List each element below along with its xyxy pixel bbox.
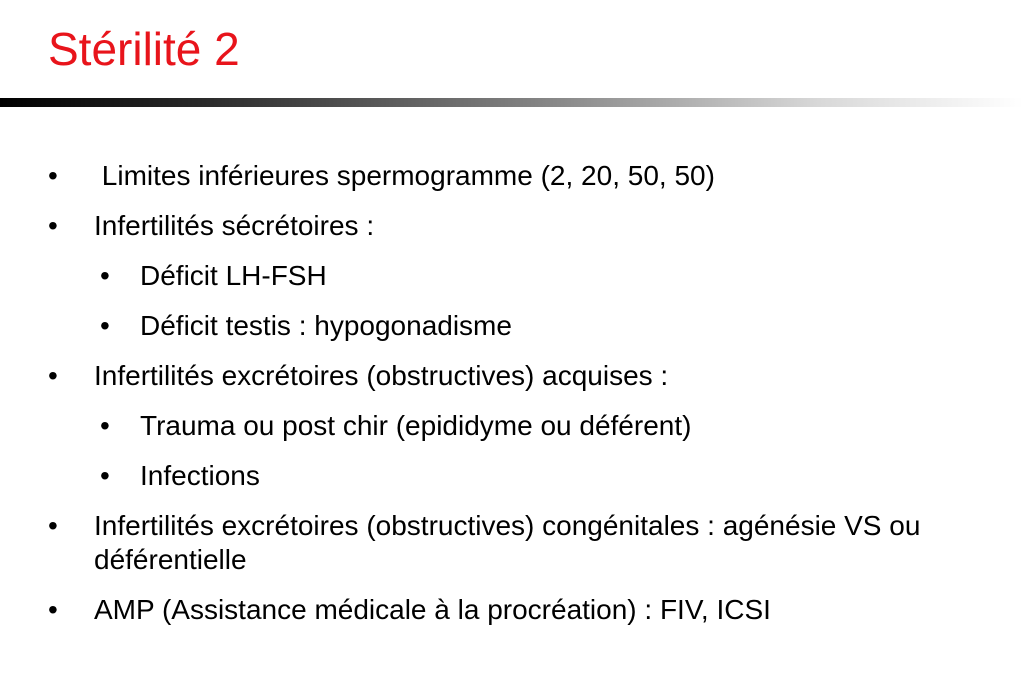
sub-bullet-text: Trauma ou post chir (epididyme ou déférent)	[140, 410, 692, 441]
sub-bullet-text: Déficit testis : hypogonadisme	[140, 310, 512, 341]
bullet-list	[0, 159, 1023, 643]
bullet-text: Infertilités excrétoires (obstructives) acquises :	[94, 360, 669, 391]
sub-bullet-item	[0, 459, 1023, 493]
bullet-item	[0, 159, 1023, 193]
bullet-text: Limites inférieures spermogramme (2, 20, 50, 50)	[94, 160, 715, 191]
bullet-text: Infertilités sécrétoires :	[94, 210, 375, 241]
sub-bullet-text: Déficit LH-FSH	[140, 260, 327, 291]
bullet-icon: •	[48, 160, 58, 191]
sub-bullet-item	[0, 259, 1023, 293]
sub-bullet-text: Infections	[140, 460, 260, 491]
slide-title: Stérilité 2	[48, 23, 240, 75]
bullet-icon: •	[48, 594, 58, 625]
bullet-icon: •	[48, 360, 58, 391]
bullet-icon: •	[100, 310, 110, 341]
bullet-icon: •	[48, 210, 58, 241]
bullet-icon: •	[100, 410, 110, 441]
bullet-icon: •	[48, 510, 58, 541]
sub-bullet-item	[0, 409, 1023, 443]
bullet-item	[0, 509, 1023, 577]
bullet-item	[0, 359, 1023, 393]
sub-bullet-item	[0, 309, 1023, 343]
bullet-icon: •	[100, 260, 110, 291]
bullet-item	[0, 209, 1023, 243]
bullet-text: Infertilités excrétoires (obstructives) congénitales : agénésie VS ou déférentielle	[94, 510, 921, 575]
bullet-text: AMP (Assistance médicale à la procréation) : FIV, ICSI	[94, 594, 771, 625]
bullet-icon: •	[100, 460, 110, 491]
title-divider	[0, 98, 1023, 107]
bullet-item	[0, 593, 1023, 627]
